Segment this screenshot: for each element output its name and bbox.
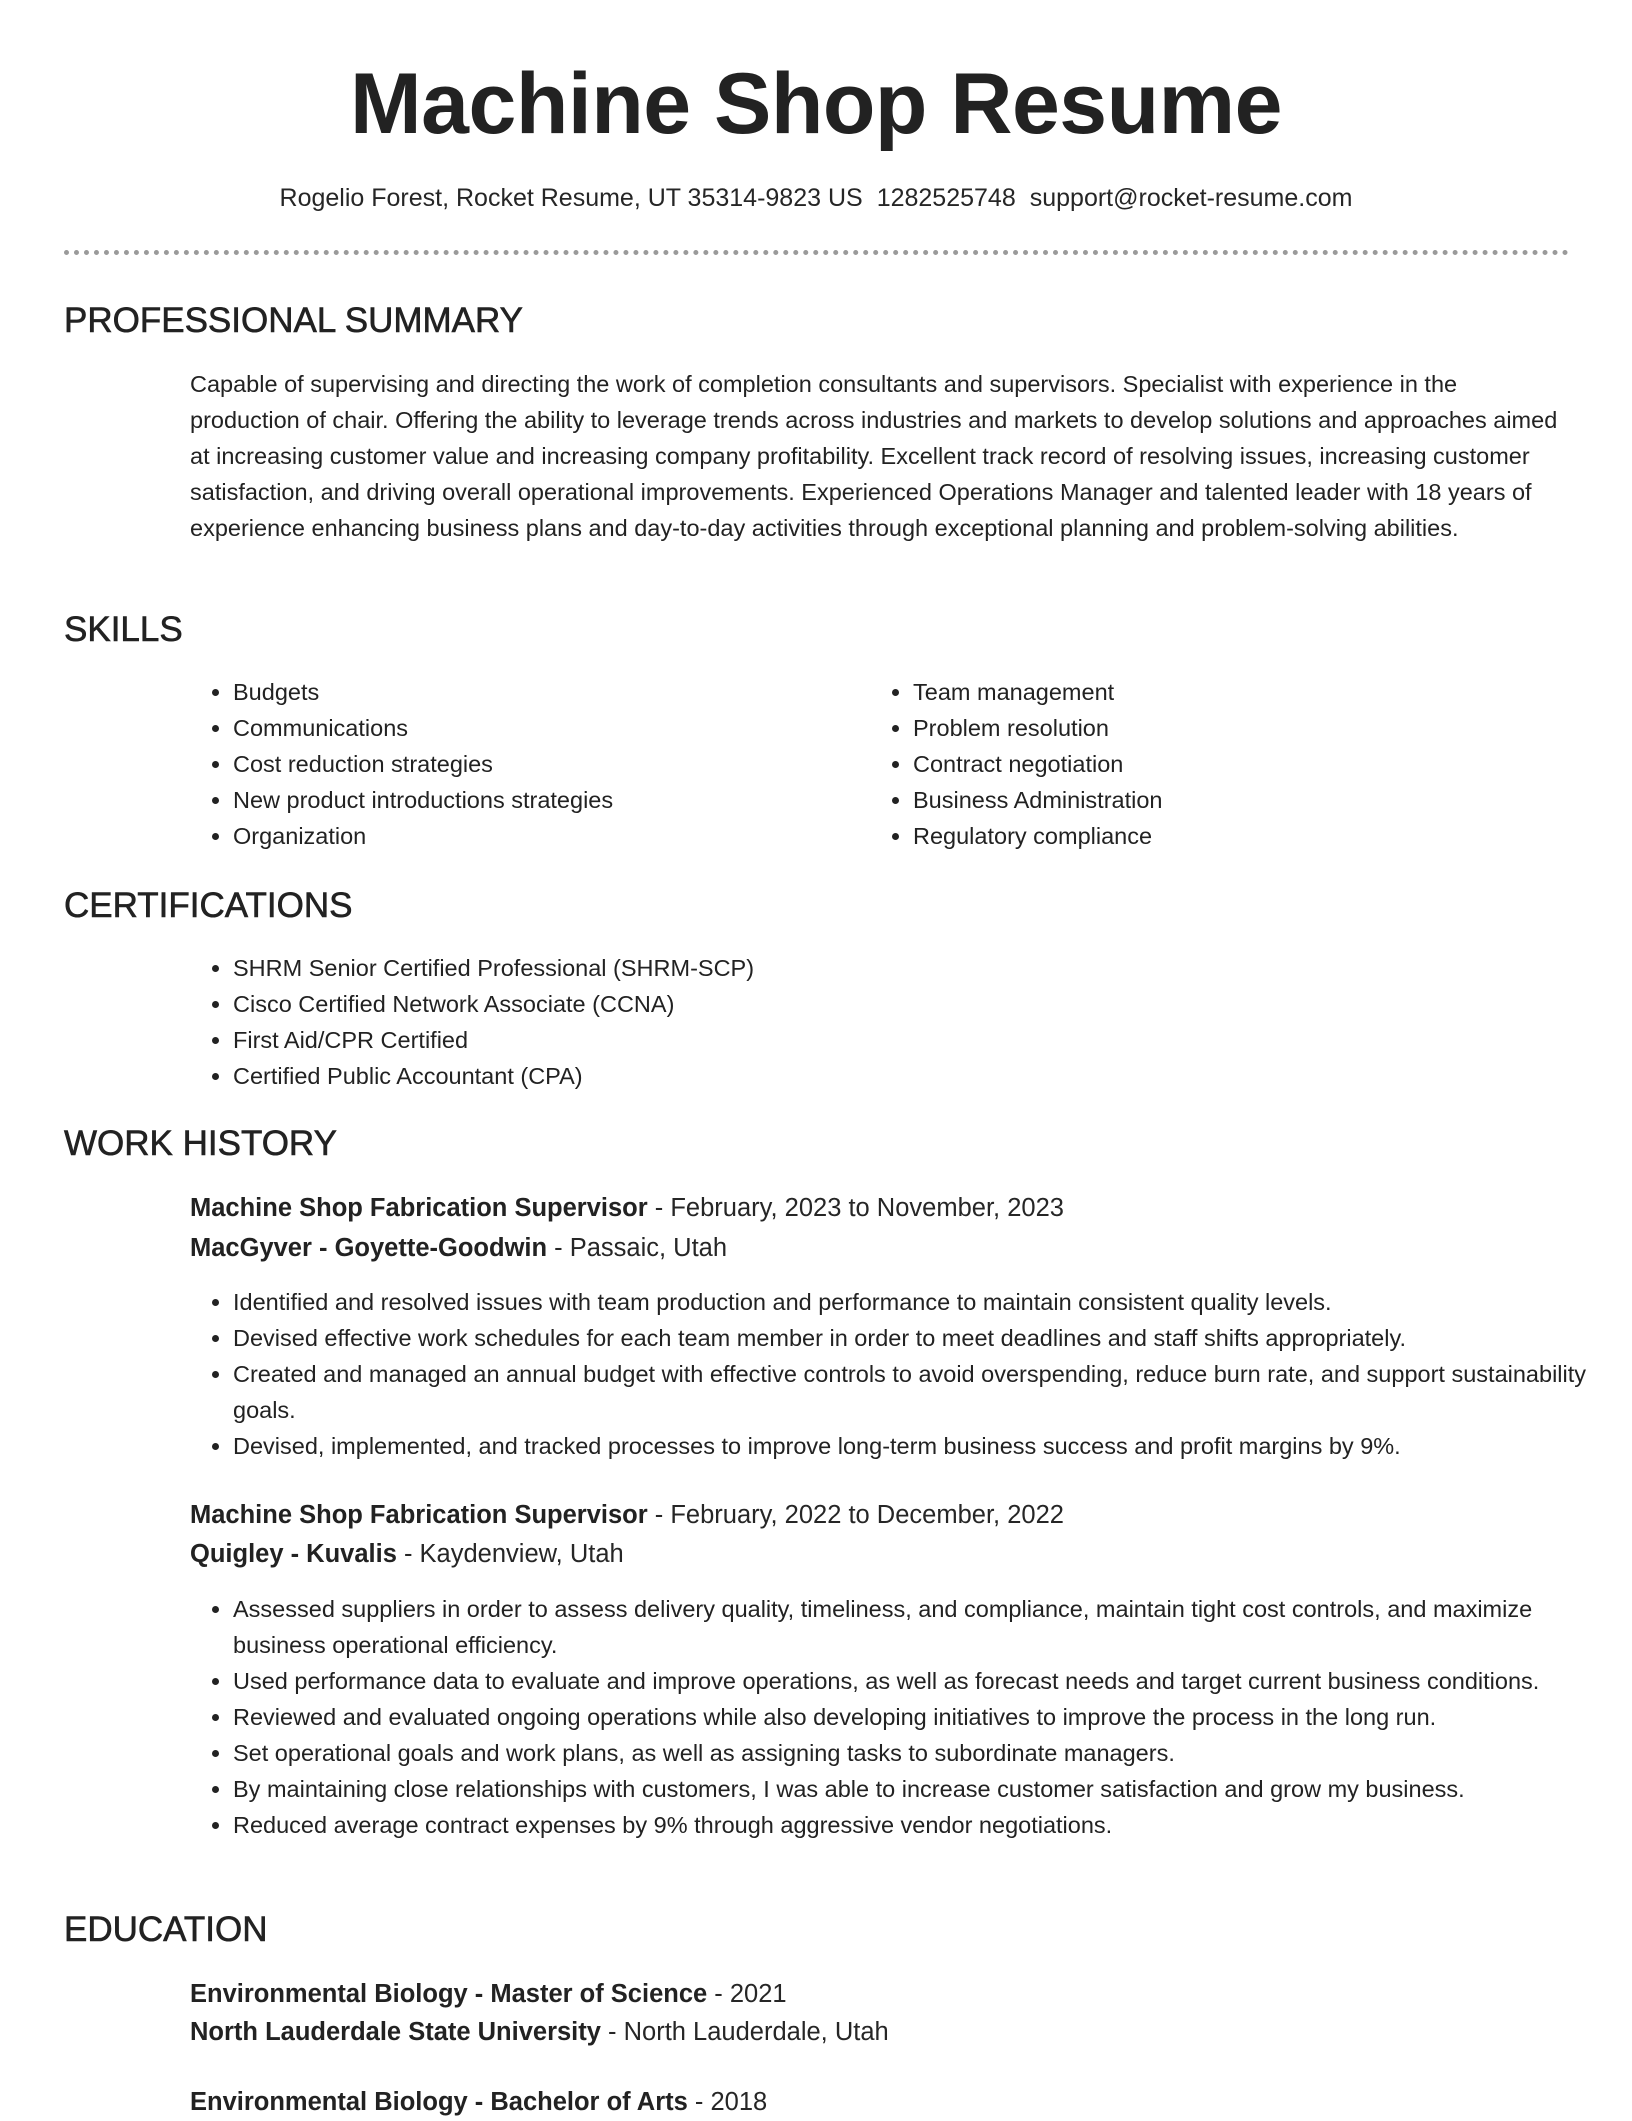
job-bullet: • Devised effective work schedules for each team member in order to meet deadlines and staff shifts appropriately. xyxy=(233,1320,1608,1356)
education-location: - North Lauderdale, Utah xyxy=(600,2018,889,2046)
education-year: - 2018 xyxy=(687,2088,768,2116)
skill-item: • Business Administration xyxy=(913,782,1513,818)
certification-item: • Certified Public Accountant (CPA) xyxy=(233,1058,1233,1094)
skill-item: • Communications xyxy=(233,710,833,746)
header-divider xyxy=(64,250,1569,255)
skill-item: • Contract negotiation xyxy=(913,746,1513,782)
education-year: - 2021 xyxy=(707,1980,787,2008)
summary-text: Capable of supervising and directing the work of completion consultants and supervisors. Specialist with experience in the production of chair. Offering the ability to leverage trends across industries and markets to develop solutions and approaches aimed at increasing customer value and increasing company profitability. Excellent track record of resolving issues, increasing customer satisfaction, and driving overall operational improvements. Experienced Operations Manager and talented leader with 18 years of experience enhancing business plans and day-to-day activities through exceptional planning and problem-solving abilities. xyxy=(190,371,1558,541)
education-school: North Lauderdale State University xyxy=(190,2018,601,2046)
job-bullets xyxy=(190,1591,1608,1843)
job-dates: - February, 2022 to December, 2022 xyxy=(647,1501,1064,1529)
skills-list-right xyxy=(870,674,1513,854)
job-bullet: • Reduced average contract expenses by 9% through aggressive vendor negotiations. xyxy=(233,1807,1608,1843)
education-school-line xyxy=(190,2013,889,2051)
job-company: MacGyver - Goyette-Goodwin xyxy=(190,1234,548,1262)
job-bullets xyxy=(190,1284,1608,1464)
contact-phone: 1282525748 xyxy=(876,184,1016,212)
job-bullet: • Set operational goals and work plans, as well as assigning tasks to subordinate managers. xyxy=(233,1735,1608,1771)
job-location: - Passaic, Utah xyxy=(547,1234,728,1262)
certifications-heading: CERTIFICATIONS xyxy=(64,886,353,925)
skill-item: • Budgets xyxy=(233,674,833,710)
job-location: - Kaydenview, Utah xyxy=(396,1540,624,1568)
job-bullet: • Created and managed an annual budget with effective controls to avoid overspending, reduce burn rate, and support sustainability goals. xyxy=(233,1356,1608,1428)
work-history-heading: WORK HISTORY xyxy=(64,1124,337,1163)
certification-item: • First Aid/CPR Certified xyxy=(233,1022,1233,1058)
job-company-line xyxy=(190,1535,624,1573)
job-bullet: • Devised, implemented, and tracked processes to improve long-term business success and profit margins by 9%. xyxy=(233,1428,1608,1464)
contact-address: Rogelio Forest, Rocket Resume, UT 35314-9823 US xyxy=(279,184,863,212)
job-company: Quigley - Kuvalis xyxy=(190,1540,397,1568)
education-degree: Environmental Biology - Bachelor of Arts xyxy=(190,2088,688,2116)
job-bullet: • Reviewed and evaluated ongoing operations while also developing initiatives to improve the process in the long run. xyxy=(233,1699,1608,1735)
job-bullet: • Used performance data to evaluate and improve operations, as well as forecast needs and target current business conditions. xyxy=(233,1663,1608,1699)
skill-item: • Team management xyxy=(913,674,1513,710)
certification-item: • SHRM Senior Certified Professional (SHRM-SCP) xyxy=(233,950,1233,986)
summary-heading: PROFESSIONAL SUMMARY xyxy=(64,301,523,340)
skill-item: • Regulatory compliance xyxy=(913,818,1513,854)
education-degree-line xyxy=(190,1975,787,2013)
skills-heading: SKILLS xyxy=(64,610,183,649)
resume-title: Machine Shop Resume xyxy=(350,56,1282,152)
certification-item: • Cisco Certified Network Associate (CCNA) xyxy=(233,986,1233,1022)
job-title-line xyxy=(190,1189,1064,1227)
skill-item: • Organization xyxy=(233,818,833,854)
certifications-list xyxy=(190,950,1233,1094)
skills-list-left xyxy=(190,674,833,854)
skill-item: • New product introductions strategies xyxy=(233,782,833,818)
contact-email: support@rocket-resume.com xyxy=(1029,184,1353,212)
job-bullet: • Identified and resolved issues with team production and performance to maintain consistent quality levels. xyxy=(233,1284,1608,1320)
education-degree: Environmental Biology - Master of Science xyxy=(190,1980,708,2008)
job-title-line xyxy=(190,1496,1064,1534)
skill-item: • Cost reduction strategies xyxy=(233,746,833,782)
job-title: Machine Shop Fabrication Supervisor xyxy=(190,1501,648,1529)
job-bullet: • Assessed suppliers in order to assess delivery quality, timeliness, and compliance, maintain tight cost controls, and maximize business operational efficiency. xyxy=(233,1591,1608,1663)
job-company-line xyxy=(190,1229,727,1267)
job-bullet: • By maintaining close relationships with customers, I was able to increase customer satisfaction and grow my business. xyxy=(233,1771,1608,1807)
contact-line xyxy=(0,180,1632,216)
job-title: Machine Shop Fabrication Supervisor xyxy=(190,1194,648,1222)
skill-item: • Problem resolution xyxy=(913,710,1513,746)
education-heading: EDUCATION xyxy=(64,1910,268,1949)
job-dates: - February, 2023 to November, 2023 xyxy=(647,1194,1064,1222)
education-degree-line xyxy=(190,2083,767,2121)
